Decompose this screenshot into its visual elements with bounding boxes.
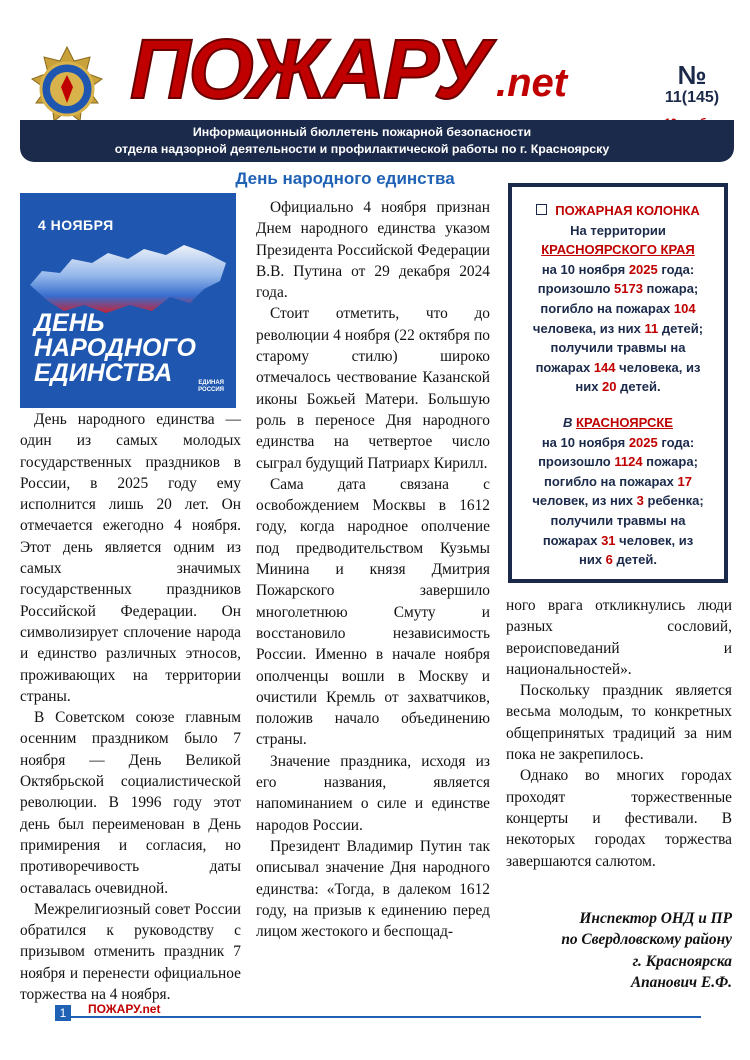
region-children: человека, из них 11 детей; — [532, 320, 704, 336]
article-column-3 — [506, 595, 732, 872]
region-date: на 10 ноября 2025 года: — [541, 261, 695, 277]
region-injured-children: них 20 детей. — [575, 379, 661, 395]
footer-publication-name: ПОЖАРУ.net — [88, 1002, 161, 1016]
masthead-suffix: .net — [496, 61, 568, 105]
paragraph: Поскольку праздник является весьма молодым, то конкретных общепринятых традиций за ним пока не закрепилось. — [506, 682, 732, 764]
issue-number: 11(145) — [664, 89, 720, 106]
fire-statistics-box — [508, 183, 728, 583]
region-injured: пожарах 144 человека, из — [535, 359, 701, 375]
paragraph: День народного единства — один из самых молодых государственных праздников в России, в 2025 году ему исполнится лишь 20 лет. Он отмечается ежегодно 4 ноября. Этот день является одним из самых значимых государственных праздников Российской Федерации. Он символизирует сплочение народа и единство различных этносов, проживающих на территории страны. — [20, 411, 241, 705]
paragraph: Сама дата связана с освобождением Москвы в 1612 году, когда народное ополчение под предводительством Кузьмы Минина и князя Дмитрия Пожарского завершило многолетнюю Смуту и восстановило независимость России. Именно в начале ноября ополченцы вошли в Москву и очистили Кремль от захватчиков, положив начало объединению страны. — [256, 475, 490, 749]
city-injured-children: них 6 детей. — [578, 552, 658, 568]
issue-symbol: № — [677, 60, 707, 90]
city-killed: погибло на пожарах 17 — [544, 473, 692, 489]
city-injured: пожарах 31 человек, из — [542, 532, 694, 548]
city-children: человек, из них 3 ребенка; — [532, 493, 704, 509]
poster-title-line: НАРОДНОГО — [34, 334, 196, 362]
paragraph: ного врага откликнулись люди разных сословий, вероисповеданий и национальностей». — [506, 597, 732, 678]
poster-title-line: ЕДИНСТВА — [34, 359, 173, 387]
banner-line-1: Информационный бюллетень пожарной безопасности — [192, 125, 532, 139]
article-column-2 — [256, 197, 490, 942]
region-intro: На территории — [570, 222, 666, 238]
page-number: 1 — [55, 1005, 71, 1021]
checkbox-bullet-icon — [536, 204, 547, 215]
poster-brand-line: ЕДИНАЯ — [198, 380, 224, 386]
paragraph: Значение праздника, исходя из его названия, является напоминанием о силе и единстве народов России. — [256, 752, 490, 834]
signature-line: Инспектор ОНД и ПР — [579, 910, 732, 927]
masthead — [122, 16, 622, 116]
footer-divider — [55, 1016, 701, 1018]
fire-column-heading: ПОЖАРНАЯ КОЛОНКА — [518, 201, 718, 221]
city-heading: В КРАСНОЯРСКЕ — [563, 414, 673, 430]
region-injured-label: получили травмы на — [550, 340, 686, 356]
paragraph: В Советском союзе главным осенним праздником было 7 ноября — День Великой Октябрьской социалистической революции. В 1996 году этот день был переименован в День примирения и согласия, но противоречивость даты оставалась очевидной. — [20, 709, 241, 897]
paragraph: Официально 4 ноября признан Днем народного единства указом Президента Российской Федерации В.В. Путина от 29 декабря 2024 года. — [256, 199, 490, 302]
signature-line: по Свердловскому району — [561, 931, 732, 949]
poster-brand — [198, 380, 224, 394]
city-date: на 10 ноября 2025 года: — [541, 434, 695, 450]
banner-line-2: отдела надзорной деятельности и профилактической работы по г. Красноярску — [114, 142, 610, 156]
paragraph: Стоит отметить, что до революции 4 ноября (22 октября по старому стилю) широко отмечалось чествование Казанской иконы Божьей Матери. Большую роль в переносе Дня народного единства на четвертое число сыграл будущий Патриарх Кирилл. — [256, 305, 490, 472]
poster-date: 4 НОЯБРЯ — [38, 217, 114, 233]
signature-line: г. Красноярска — [632, 952, 732, 970]
city-fires: произошло 1124 пожара; — [538, 454, 698, 470]
poster-title — [34, 311, 196, 386]
article-title: День народного единства — [235, 169, 455, 188]
header-banner — [20, 120, 734, 162]
signature-line: Апанович Е.Ф. — [630, 973, 732, 991]
article-column-1 — [20, 409, 241, 1005]
author-signature — [506, 908, 732, 993]
paragraph: Однако во многих городах проходят торжественные концерты и фестивали. В некоторых городах торжества завершаются салютом. — [506, 767, 732, 870]
region-fires: произошло 5173 пожара; — [537, 281, 699, 297]
poster-title-line: ДЕНЬ — [34, 309, 105, 337]
masthead-main: ПОЖАРУ — [130, 22, 489, 116]
poster-brand-line: РОССИЯ — [198, 387, 224, 393]
region-killed: погибло на пожарах 104 — [540, 300, 696, 316]
region-name: КРАСНОЯРСКОГО КРАЯ — [541, 242, 695, 258]
paragraph: Межрелигиозный совет России обратился к руководству с призывом отменить праздник 7 ноября и перенести официальное торжества на 4 ноября. — [20, 900, 241, 1004]
paragraph: Президент Владимир Путин так описывал значение Дня народного единства: «Тогда, в далеком 1612 году, на призыв к единению перед лицом жестокого и беспощад- — [256, 837, 490, 941]
city-injured-label: получили травмы на — [550, 512, 686, 528]
unity-day-poster — [20, 193, 236, 408]
